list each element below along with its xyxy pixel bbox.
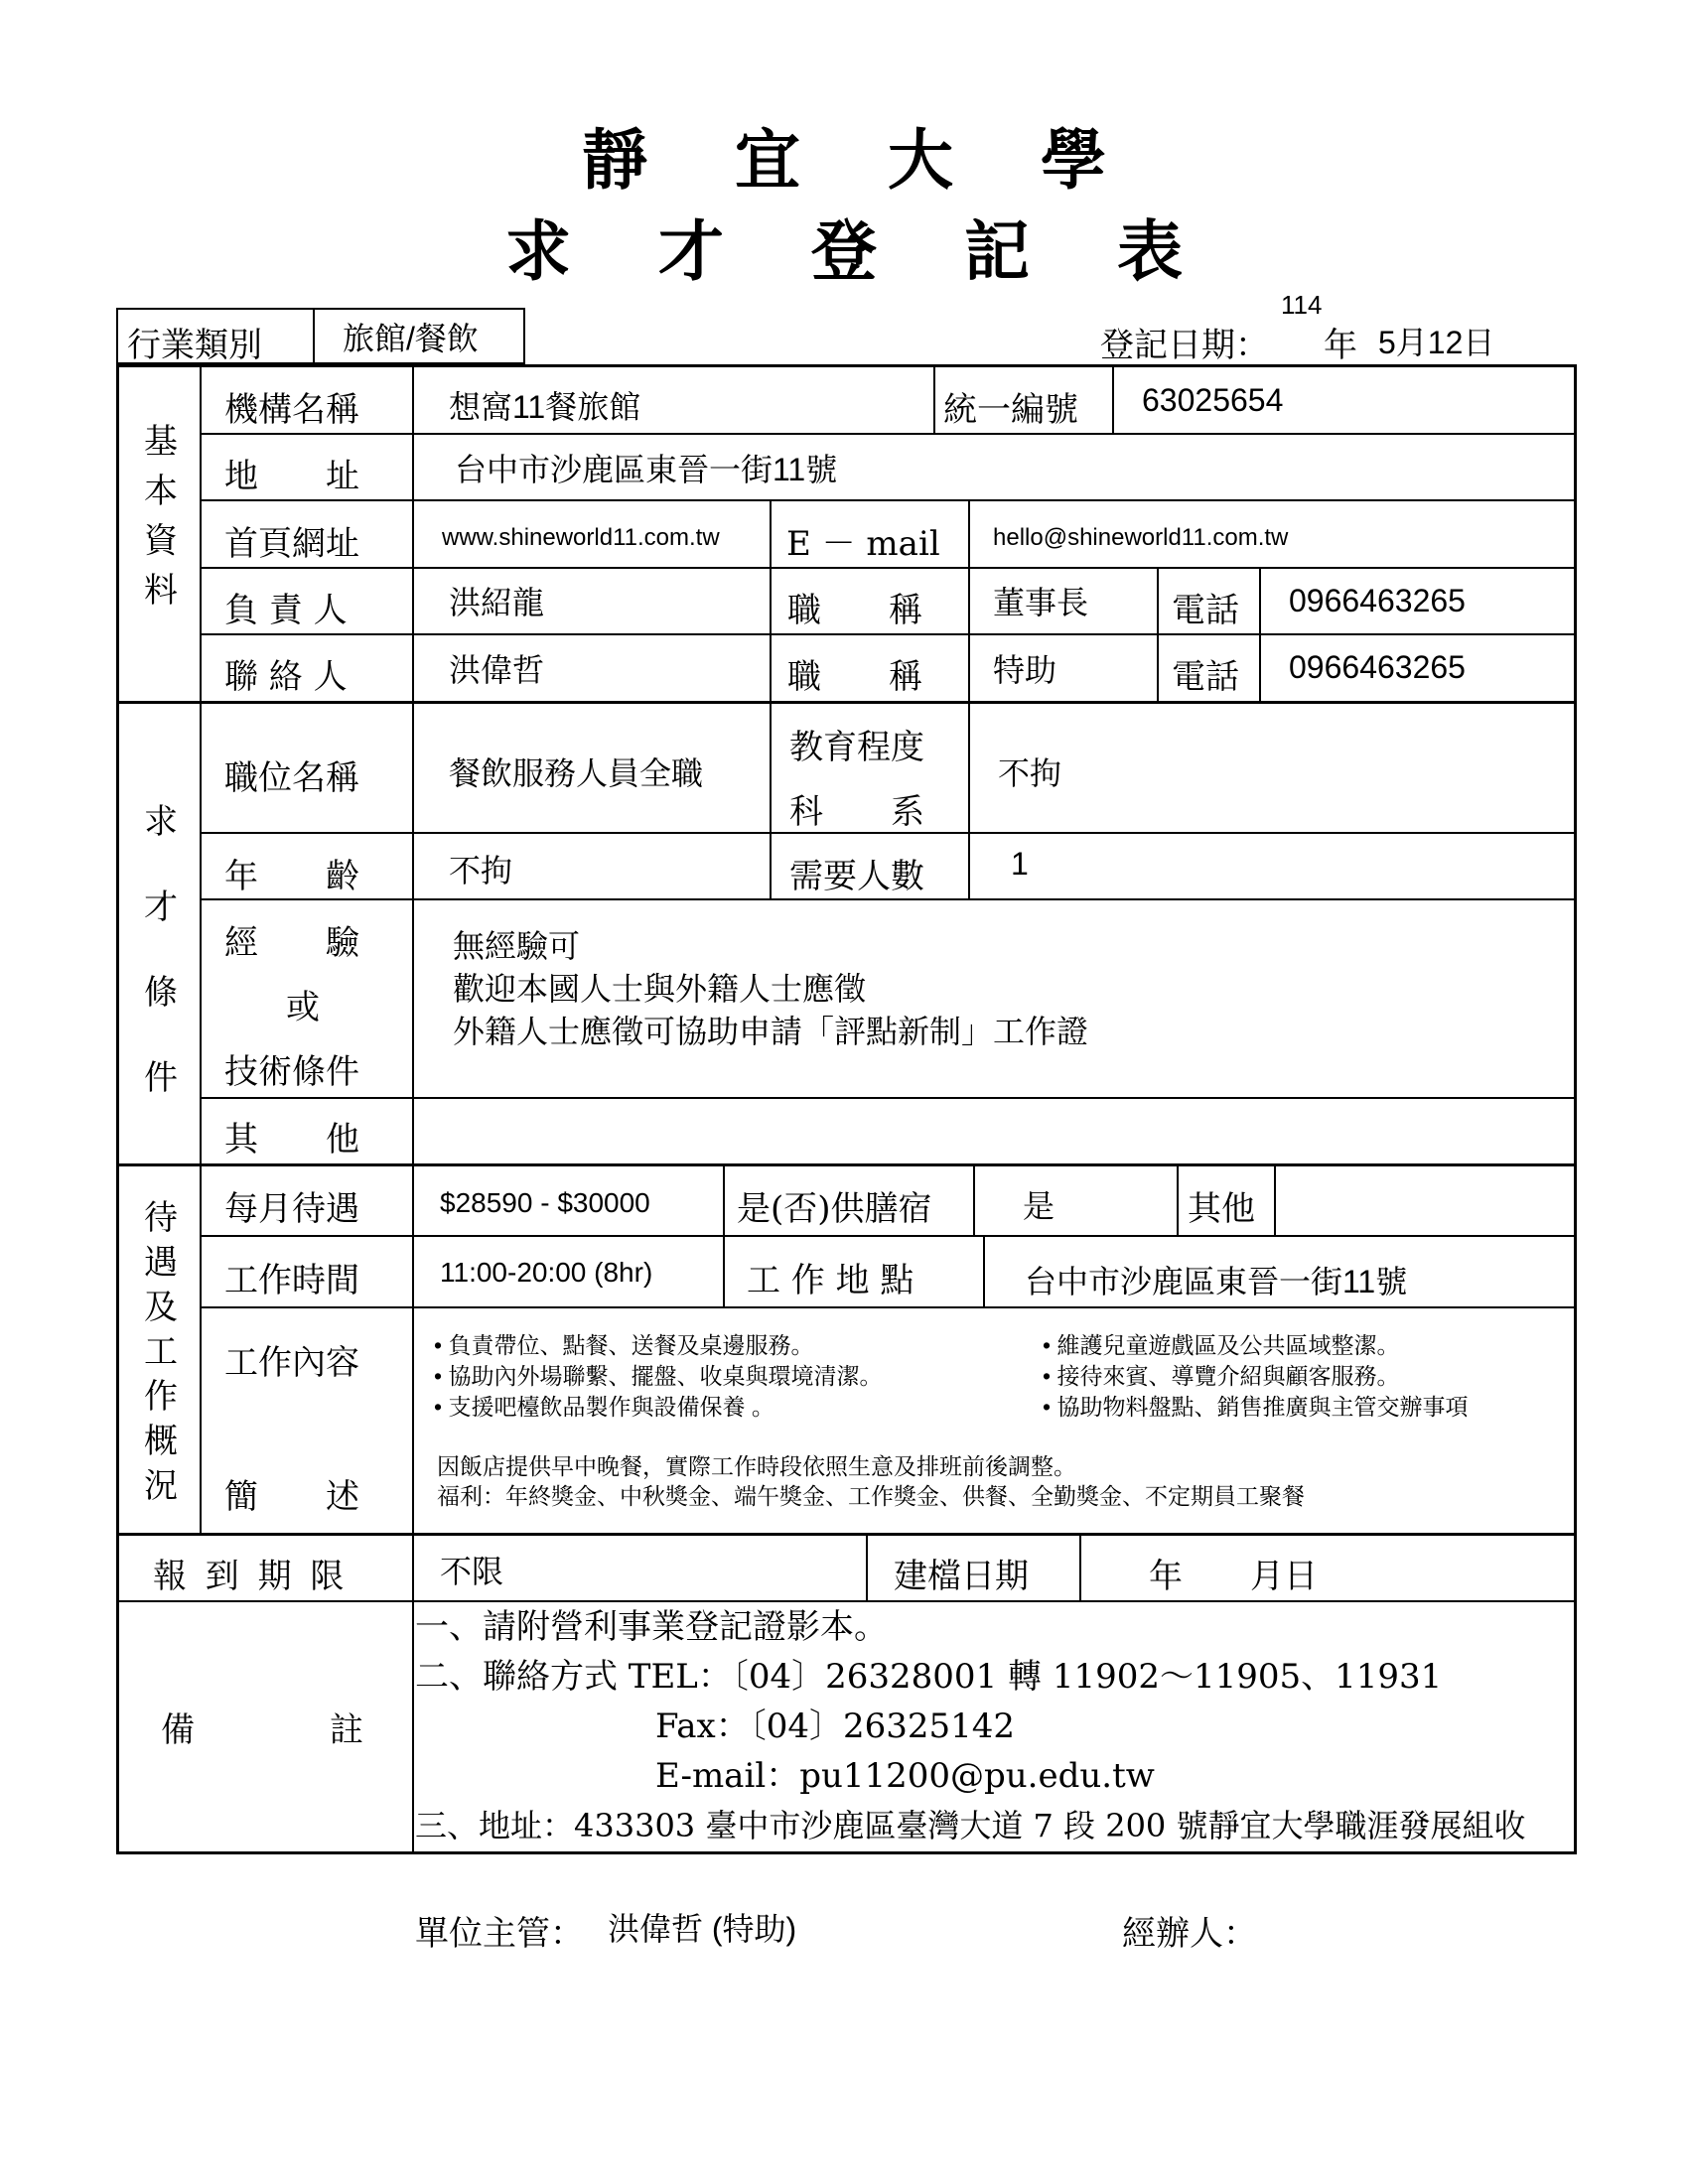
section-treatment-label: 待 遇 及 工 作 概 況 <box>144 1198 178 1506</box>
list-item: • 負責帶位、點餐、送餐及桌邊服務。 <box>434 1332 814 1358</box>
industry-label: 行業類別 <box>127 326 262 365</box>
person-title-value: 董事長 <box>993 585 1089 620</box>
title-char: 表 <box>1117 212 1183 290</box>
address-value: 台中市沙鹿區東晉一街11號 <box>455 452 838 487</box>
list-item: • 協助物料盤點、銷售推廣與主管交辦事項 <box>1043 1394 1469 1420</box>
exp-label-3: 技術條件 <box>224 1052 359 1092</box>
person-title-label: 職 稱 <box>787 591 922 630</box>
work-note: 因飯店提供早中晚餐，實際工作時段依照生意及排班前後調整。 <box>437 1453 1076 1479</box>
exp-line-3: 外籍人士應徵可協助申請「評點新制」工作證 <box>453 1014 1089 1049</box>
board-value: 是 <box>1023 1188 1055 1224</box>
reg-year: 114 <box>1281 290 1323 320</box>
title-char: 求 <box>505 212 571 290</box>
salary-value: $28590 - $30000 <box>440 1187 650 1218</box>
position-label: 職位名稱 <box>224 758 359 798</box>
list-item: • 支援吧檯飲品製作與設備保養 。 <box>434 1394 774 1420</box>
board-label: 是(否)供膳宿 <box>737 1189 932 1229</box>
hours-label: 工作時間 <box>224 1261 359 1300</box>
content-label: 工作內容 <box>224 1343 359 1383</box>
remarks-label: 備 註 <box>161 1710 363 1750</box>
title-char: 宜 <box>735 121 800 199</box>
section-basic-label: 基 本 資 料 <box>144 422 178 611</box>
address-label: 地 址 <box>224 457 359 496</box>
education-label: 教育程度 <box>789 728 924 767</box>
headcount-value: 1 <box>1011 846 1029 882</box>
education-value: 不拘 <box>998 755 1062 791</box>
tax-id-label: 統一編號 <box>943 390 1078 430</box>
remark-line-4: E-mail：pu11200@pu.edu.tw <box>655 1756 1155 1796</box>
reg-date-label: 登記日期： <box>1100 326 1269 365</box>
hours-value: 11:00-20:00 (8hr) <box>440 1257 653 1288</box>
contact-title-value: 特助 <box>993 652 1057 688</box>
age-value: 不拘 <box>449 853 513 888</box>
remark-line-5: 三、地址：433303 臺中市沙鹿區臺灣大道 7 段 200 號靜宜大學職涯發展組收 <box>415 1807 1526 1844</box>
salary-label: 每月待遇 <box>224 1189 359 1229</box>
duties-right-list <box>1043 1330 1468 1423</box>
dept-label: 科 系 <box>789 792 924 832</box>
report-value: 不限 <box>440 1554 504 1589</box>
contact-phone-label: 電話 <box>1172 657 1239 697</box>
location-label: 工 作 地 點 <box>747 1261 914 1300</box>
email-value: hello@shineworld11.com.tw <box>993 524 1289 551</box>
report-label: 報 到 期 限 <box>153 1557 349 1596</box>
age-label: 年 齡 <box>224 857 359 896</box>
benefits-note: 福利：年終獎金、中秋獎金、端午獎金、工作獎金、供餐、全勤獎金、不定期員工聚餐 <box>437 1483 1305 1509</box>
title-char: 記 <box>964 212 1030 290</box>
org-name-value: 想窩11餐旅館 <box>449 389 641 425</box>
other-label: 其 他 <box>224 1120 359 1160</box>
exp-label-1: 經 驗 <box>224 923 359 963</box>
org-name-label: 機構名稱 <box>224 390 359 430</box>
reg-month-day: 5月12日 <box>1378 325 1495 360</box>
person-value: 洪紹龍 <box>449 585 545 620</box>
homepage-label: 首頁網址 <box>224 524 359 564</box>
filed-label: 建檔日期 <box>894 1557 1029 1596</box>
brief-label: 簡 述 <box>224 1477 359 1517</box>
contact-value: 洪偉哲 <box>449 652 545 688</box>
exp-line-1: 無經驗可 <box>453 928 581 964</box>
list-item: • 協助內外場聯繫、擺盤、收桌與環境清潔。 <box>434 1363 883 1389</box>
title-char: 大 <box>888 121 953 199</box>
contact-title-label: 職 稱 <box>787 657 922 697</box>
person-phone-value: 0966463265 <box>1289 583 1466 618</box>
person-label: 負 責 人 <box>224 591 348 630</box>
industry-value: 旅館/餐飲 <box>343 321 479 356</box>
homepage-value: www.shineworld11.com.tw <box>442 524 720 551</box>
form-title <box>0 199 1688 293</box>
treatment-other-label: 其他 <box>1188 1189 1255 1229</box>
list-item: • 接待來賓、導覽介紹與顧客服務。 <box>1043 1363 1400 1389</box>
title-char: 學 <box>1041 121 1106 199</box>
supervisor-value: 洪偉哲 (特助) <box>608 1911 797 1947</box>
location-value: 台中市沙鹿區東晉一街11號 <box>1025 1264 1408 1299</box>
position-value: 餐飲服務人員全職 <box>449 755 704 791</box>
reg-year-unit: 年 <box>1324 326 1357 365</box>
title-char: 靜 <box>582 121 647 199</box>
person-phone-label: 電話 <box>1172 591 1239 630</box>
page-title <box>0 107 1688 202</box>
remark-line-1: 一、請附營利事業登記證影本。 <box>415 1607 888 1647</box>
list-item: • 維護兒童遊戲區及公共區域整潔。 <box>1043 1332 1400 1358</box>
title-char: 才 <box>658 212 724 290</box>
filed-value: 年 月日 <box>1149 1557 1318 1596</box>
remark-line-2: 二、聯絡方式 TEL：〔04〕26328001 轉 11902～11905、11931 <box>415 1657 1443 1697</box>
supervisor-label: 單位主管： <box>415 1914 584 1954</box>
title-char: 登 <box>811 212 877 290</box>
duties-left-list <box>434 1330 882 1423</box>
section-conditions-label: 求 才 條 件 <box>144 802 178 1098</box>
handler-label: 經辦人： <box>1122 1914 1257 1954</box>
exp-line-2: 歡迎本國人士與外籍人士應徵 <box>453 971 867 1007</box>
remark-line-3: Fax：〔04〕26325142 <box>655 1706 1016 1746</box>
tax-id-value: 63025654 <box>1142 382 1284 418</box>
contact-label: 聯 絡 人 <box>224 657 348 697</box>
headcount-label: 需要人數 <box>789 857 924 896</box>
exp-label-2: 或 <box>286 988 320 1027</box>
email-label: E － mail <box>786 524 940 564</box>
contact-phone-value: 0966463265 <box>1289 649 1466 685</box>
